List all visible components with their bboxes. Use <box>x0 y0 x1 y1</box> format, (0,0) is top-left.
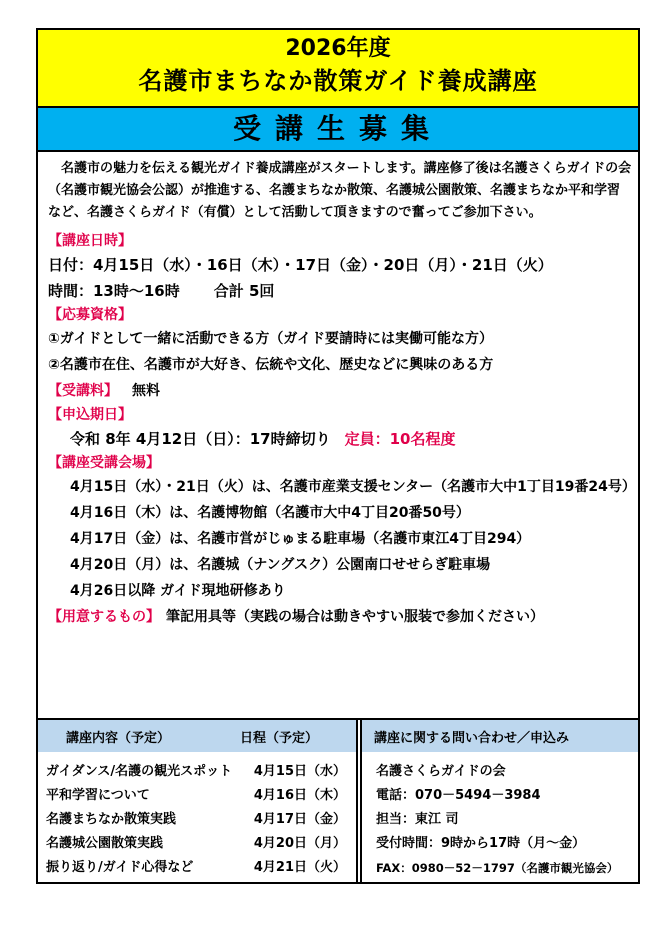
title-main: 名護市まちなか散策ガイド養成講座 <box>138 67 538 95</box>
contact-phone: 電話：070－5494－3984 <box>376 788 541 803</box>
course-date: 4月20日（月） <box>253 836 346 851</box>
contact-person: 担当：東江 司 <box>376 812 459 827</box>
flyer-body <box>48 158 636 630</box>
contact-hours: 受付時間：9時から17時（月～金） <box>376 836 586 851</box>
flyer-frame <box>36 28 640 884</box>
course-date: 4月15日（水） <box>253 764 346 779</box>
venue-item: 4月26日以降 ガイド現地研修あり <box>70 583 286 599</box>
contact-box <box>362 720 638 884</box>
schedule-time-row <box>48 278 632 304</box>
course-content: 振り返り/ガイド心得など <box>46 860 194 875</box>
schedule-heading: 【講座日時】 <box>48 233 132 249</box>
course-date: 4月16日（木） <box>253 788 346 803</box>
table-row <box>46 784 356 808</box>
table-row <box>46 760 356 784</box>
bring-heading: 【用意するもの】 <box>48 609 160 625</box>
table-row <box>46 832 356 856</box>
schedule-dates: 日付：4月15日（水）・16日（木）・17日（金）・20日（月）・21日（火） <box>48 256 553 274</box>
table-row <box>46 856 356 880</box>
venue-item: 4月20日（月）は、名護城（ナングスク）公園南口せせらぎ駐車場 <box>70 557 491 573</box>
deadline-row <box>48 426 632 452</box>
course-content: 名護城公園散策実践 <box>46 836 164 851</box>
course-content: ガイダンス/名護の観光スポット <box>46 764 233 779</box>
schedule-time: 時間：13時～16時 <box>48 282 180 300</box>
venue-item: 4月15日（水）・21日（火）は、名護市産業支援センター（名護市大中1丁目19番24号） <box>70 479 636 495</box>
info-section <box>38 718 638 884</box>
course-content: 平和学習について <box>46 788 150 803</box>
venue-heading: 【講座受講会場】 <box>48 455 160 471</box>
course-table-header <box>38 720 356 752</box>
eligibility-heading: 【応募資格】 <box>48 307 132 323</box>
bring-value: 筆記用具等（実践の場合は動きやすい服装で参加ください） <box>166 609 544 625</box>
contact-fax: FAX：0980－52－1797（名護市観光協会） <box>376 861 619 875</box>
eligibility-item-1: ①ガイドとして一緒に活動できる方（ガイド要請時には実働可能な方） <box>48 331 494 347</box>
bring-row <box>48 604 632 630</box>
venue-item: 4月16日（木）は、名護博物館（名護市大中4丁目20番50号） <box>70 505 470 521</box>
deadline-heading: 【申込期日】 <box>48 407 132 423</box>
table-row <box>46 808 356 832</box>
fee-row <box>48 378 632 404</box>
intro-text: 名護市の魅力を伝える観光ガイド養成講座がスタートします。講座修了後は名護さくらガイドの会（名護市観光協会公認）が推進する、名護まちなか散策、名護城公園散策、名護まちなか平和学習など、名護さくらガイド（有償）として活動して頂きますので奮ってご参加下さい。 <box>48 161 632 220</box>
course-content-header: 講座内容（予定） <box>66 730 171 746</box>
capacity: 定員：10名程度 <box>344 430 456 448</box>
course-date: 4月17日（金） <box>253 812 346 827</box>
recruitment-banner: 受講生募集 <box>38 108 638 152</box>
contact-org: 名護さくらガイドの会 <box>376 764 506 779</box>
title-year: 2026年度 <box>285 36 391 61</box>
schedule-total: 合計 5回 <box>213 282 275 300</box>
title-band <box>38 30 638 108</box>
course-date: 4月21日（火） <box>253 860 346 875</box>
deadline-value: 令和 8年 4月12日（日）：17時締切り <box>70 430 331 448</box>
course-table <box>38 720 356 884</box>
eligibility-item-2: ②名護市在住、名護市が大好き、伝統や文化、歴史などに興味のある方 <box>48 357 494 373</box>
course-rows <box>38 752 356 880</box>
course-date-header: 日程（予定） <box>240 730 319 746</box>
course-content: 名護まちなか散策実践 <box>46 812 177 827</box>
fee-value: 無料 <box>132 383 160 399</box>
venue-item: 4月17日（金）は、名護市営がじゅまる駐車場（名護市東江4丁目294） <box>70 531 531 547</box>
fee-heading: 【受講料】 <box>48 383 118 399</box>
contact-header: 講座に関する問い合わせ／申込み <box>362 720 638 752</box>
contact-details <box>362 752 638 880</box>
